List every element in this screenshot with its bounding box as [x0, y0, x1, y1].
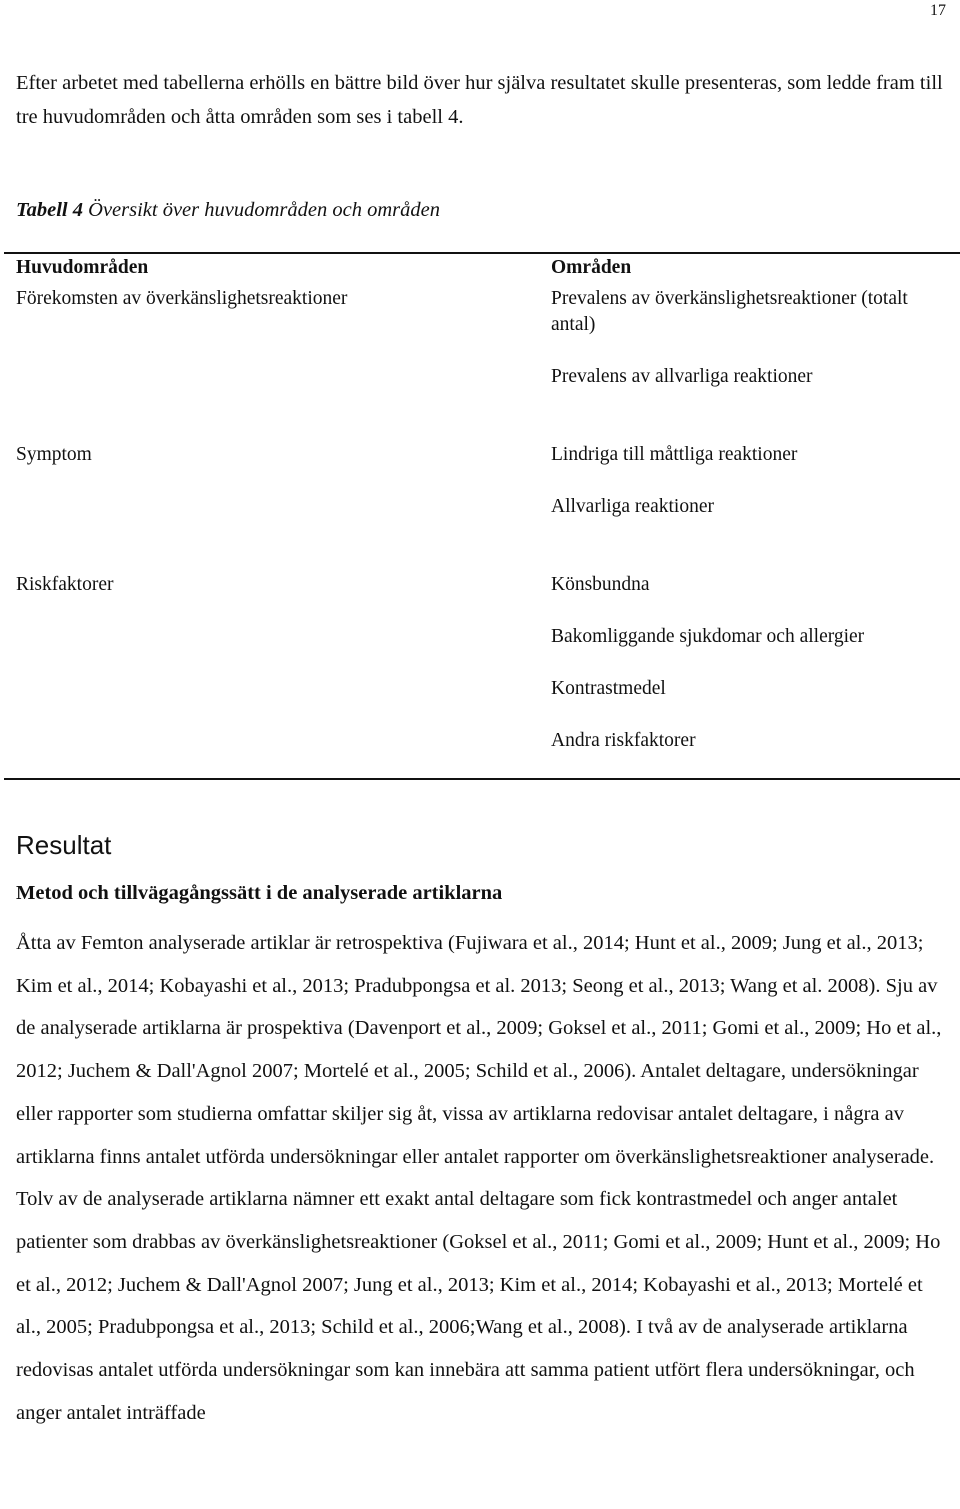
table-bottom-rule	[4, 778, 960, 780]
page-number: 17	[930, 2, 946, 19]
table-main-area: Symptom	[16, 444, 92, 465]
table-area: Kontrastmedel	[551, 678, 666, 699]
table-area: Könsbundna	[551, 574, 650, 595]
table-area: Bakomliggande sjukdomar och allergier	[551, 626, 865, 647]
table-caption-text: Översikt över huvudområden och områden	[88, 199, 440, 221]
table-main-area: Riskfaktorer	[16, 574, 114, 595]
table-top-rule	[4, 252, 960, 254]
table-caption	[16, 199, 440, 222]
subsection-heading: Metod och tillvägagångssätt i de analyserade artiklarna	[16, 882, 503, 904]
table-area: Prevalens av allvarliga reaktioner	[551, 366, 813, 387]
table-caption-label: Tabell 4	[16, 199, 84, 221]
table-area: Allvarliga reaktioner	[551, 496, 714, 517]
intro-paragraph: Efter arbetet med tabellerna erhölls en bättre bild över hur själva resultatet skulle presenteras, som ledde fram till tre huvudområden och åtta områden som ses i tabell 4.	[16, 72, 943, 128]
table-area: Lindriga till måttliga reaktioner	[551, 444, 798, 465]
table-area: Andra riskfaktorer	[551, 730, 696, 751]
section-heading: Resultat	[16, 830, 112, 860]
body-paragraph: Åtta av Femton analyserade artiklar är retrospektiva (Fujiwara et al., 2014; Hunt et al., 2009; Jung et al., 2013; Kim et al., 2014; Kobayashi et al., 2013; Pradubpongsa et al. 2013; Seong et al., 2013; Wang et al. 2008). Sju av de analyserade artiklarna är prospektiva (Davenport et al., 2009; Goksel et al., 2011; Gomi et al., 2009; Ho et al., 2012; Juchem & Dall'Agnol 2007; Mortelé et al., 2005; Schild et al., 2006). Antalet deltagare, undersökningar eller rapporter som studierna omfattar skiljer sig åt, vissa av artiklarna redovisar antalet deltagare, i några av artiklarna finns antalet utförda undersökningar eller antalet rapporter om överkänslighetsreaktioner analyserade. Tolv av de analyserade artiklarna nämner ett exakt antal deltagare som fick kontrastmedel och anger antalet patienter som drabbas av överkänslighetsreaktioner (Goksel et al., 2011; Gomi et al., 2009; Hunt et al., 2009; Ho et al., 2012; Juchem & Dall'Agnol 2007; Jung et al., 2013; Kim et al., 2014; Kobayashi et al., 2013; Mortelé et al., 2005; Pradubpongsa et al., 2013; Schild et al., 2006;Wang et al., 2008). I två av de analyserade artiklarna redovisas antalet utförda undersökningar som kan innebära att samma patient utfört flera undersökningar, och anger antalet inträffade	[16, 932, 942, 1424]
table-area: Prevalens av överkänslighetsreaktioner (totalt antal)	[551, 288, 908, 335]
table-header-main-areas: Huvudområden	[16, 257, 149, 278]
table-main-area: Förekomsten av överkänslighetsreaktioner	[16, 288, 348, 309]
table-header-areas: Områden	[551, 257, 632, 278]
